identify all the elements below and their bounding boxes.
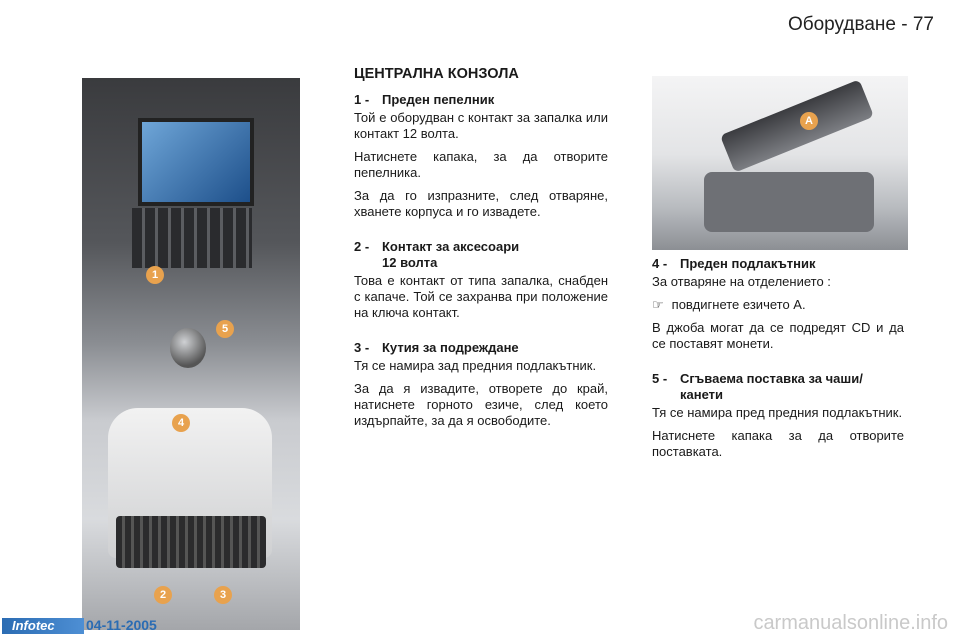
console-photo — [82, 78, 300, 630]
marker-1: 1 — [146, 266, 164, 284]
paragraph: За да я извадите, отворете до край, натиснете горното езиче, след което издърпайте, за да я освободите. — [354, 381, 608, 428]
armrest-photo — [652, 76, 908, 250]
marker-2: 2 — [154, 586, 172, 604]
page-title: Оборудване - 77 — [787, 14, 934, 35]
item-heading-sub: канети — [680, 387, 724, 402]
section-title: ЦЕНТРАЛНА КОНЗОЛА — [354, 66, 519, 82]
rear-vents — [116, 516, 266, 568]
armrest-lid — [720, 79, 874, 172]
middle-column — [354, 66, 608, 436]
watermark: carmanualsonline.info — [753, 612, 948, 634]
item-heading: 5 - Сгъваема поставка за чаши/ — [652, 371, 863, 386]
item-heading-sub: 12 волта — [382, 255, 438, 270]
brand-logo: Infotec — [2, 618, 84, 634]
item-heading: 4 - Преден подлакътник — [652, 256, 816, 271]
armrest-compartment — [704, 172, 874, 232]
marker-3: 3 — [214, 586, 232, 604]
control-buttons — [132, 208, 252, 268]
navigation-screen — [138, 118, 254, 206]
paragraph: Той е оборудван с контакт за запалка или контакт 12 волта. — [354, 110, 608, 141]
paragraph: За да го изпразните, след отваряне, хванете корпуса и го извадете. — [354, 188, 608, 219]
item-heading: 3 - Кутия за подреждане — [354, 340, 519, 355]
paragraph: Тя се намира зад предния подлакътник. — [354, 358, 597, 373]
paragraph: Тя се намира пред предния подлакътник. — [652, 405, 903, 420]
paragraph: Това е контакт от типа запалка, снабден с капаче. Той се захранва при положение на ключа контакт. — [354, 273, 608, 320]
pointing-hand-icon: ☞ — [652, 297, 664, 312]
paragraph: В джоба могат да се подредят CD и да се поставят монети. — [652, 320, 904, 351]
item-heading: 1 - Преден пепелник — [354, 92, 495, 107]
marker-4: 4 — [172, 414, 190, 432]
paragraph: За отваряне на отделението : — [652, 274, 831, 289]
marker-5: 5 — [216, 320, 234, 338]
paragraph: Натиснете капака за да отворите поставката. — [652, 428, 904, 459]
gear-knob — [170, 328, 206, 368]
right-column — [652, 256, 904, 467]
print-date: 04-11-2005 — [86, 617, 157, 633]
marker-a: A — [800, 112, 818, 130]
bullet-item: ☞ повдигнете езичето А. — [652, 297, 806, 312]
paragraph: Натиснете капака, за да отворите пепелника. — [354, 149, 608, 180]
item-heading: 2 - Контакт за аксесоари — [354, 239, 520, 254]
